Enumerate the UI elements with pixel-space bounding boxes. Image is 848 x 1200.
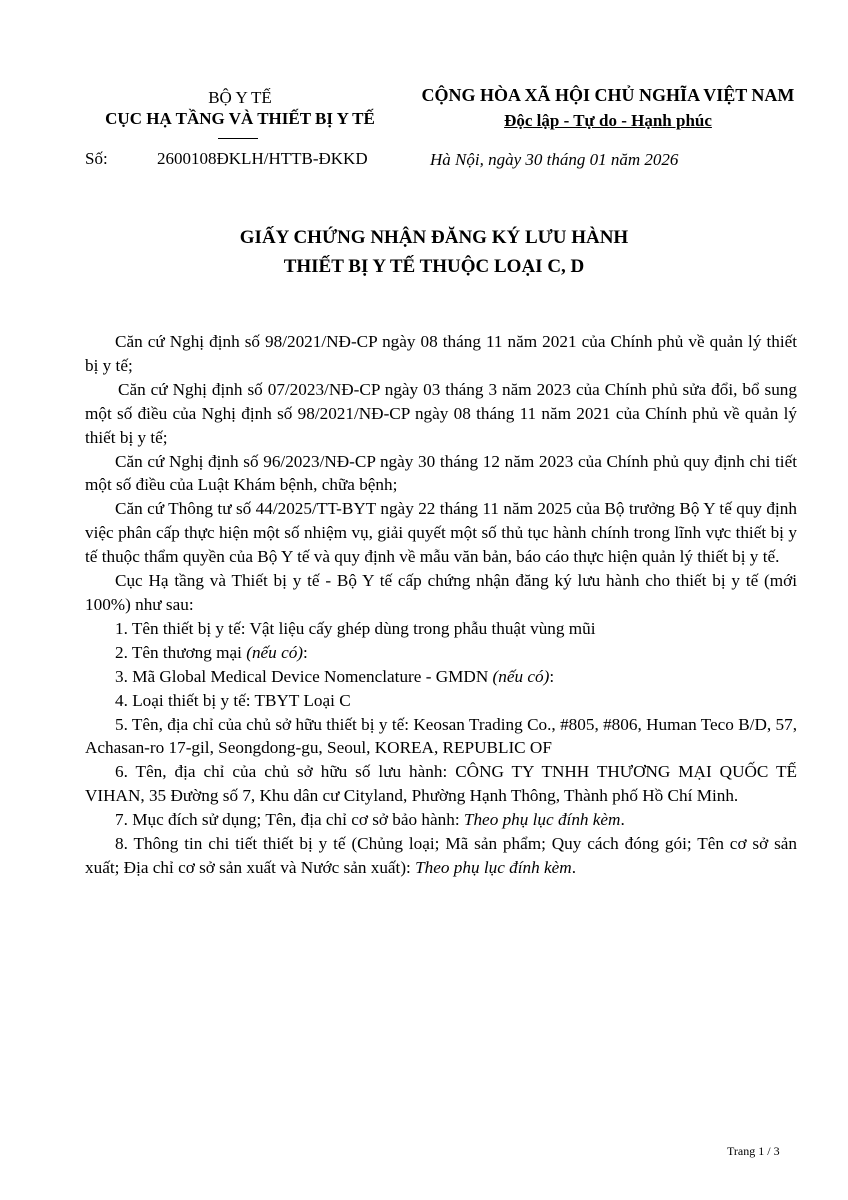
preamble-paragraph: Cục Hạ tầng và Thiết bị y tế - Bộ Y tế cấp chứng nhận đăng ký lưu hành cho thiết bị y tế (mới 100%) như sau: xyxy=(85,571,797,614)
nation-title: CỘNG HÒA XÃ HỘI CHỦ NGHĨA VIỆT NAM xyxy=(421,85,795,105)
item-optional-note: (nếu có) xyxy=(246,642,304,662)
department-name: CỤC HẠ TẦNG VÀ THIẾT BỊ Y TẾ xyxy=(105,109,375,128)
item-appendix-note: Theo phụ lục đính kèm xyxy=(463,810,621,830)
preamble-paragraph: Căn cứ Nghị định số 98/2021/NĐ-CP ngày 08 tháng 11 năm 2021 của Chính phủ về quản lý thiết bị y tế; xyxy=(85,332,797,375)
item-appendix-note: Theo phụ lục đính kèm xyxy=(415,857,572,877)
page-number: Trang 1 / 3 xyxy=(727,1144,780,1158)
item-label: 2. Tên thương mại xyxy=(115,642,247,662)
item-device-class: 4. Loại thiết bị y tế: TBYT Loại C xyxy=(115,690,351,710)
preamble-paragraph: Căn cứ Thông tư số 44/2025/TT-BYT ngày 22 tháng 11 năm 2025 của Bộ trưởng Bộ Y tế quy định việc phân cấp thực hiện một số nhiệm vụ, giải quyết một số thủ tục hành chính trong lĩnh vực thiết bị y tế thuộc thẩm quyền của Bộ Y tế và quy định về mẫu văn bản, báo cáo thực hiện quản lý thiết bị y tế. xyxy=(85,499,797,567)
item-purpose-warranty xyxy=(85,808,797,832)
item-registration-owner: 6. Tên, địa chỉ của chủ sở hữu số lưu hành: CÔNG TY TNHH THƯƠNG MẠI QUỐC TẾ VIHAN, 35 Đường số 7, Khu dân cư Cityland, Phường Hạnh Thông, Thành phố Hồ Chí Minh. xyxy=(85,762,797,806)
document-number-label: Số: xyxy=(85,149,108,168)
item-label: 7. Mục đích sử dụng; Tên, địa chỉ cơ sở bảo hành: xyxy=(115,810,464,830)
item-optional-note: (nếu có) xyxy=(492,666,550,686)
document-body xyxy=(85,330,797,880)
document-title-line2: THIẾT BỊ Y TẾ THUỘC LOẠI C, D xyxy=(283,256,585,277)
item-label: 3. Mã Global Medical Device Nomenclature - GMDN xyxy=(115,666,493,686)
item-device-details xyxy=(85,832,797,880)
item-device-name: 1. Tên thiết bị y tế: Vật liệu cấy ghép dùng trong phẫu thuật vùng mũi xyxy=(115,618,596,638)
item-tail: : xyxy=(303,642,308,662)
document-title-line1: GIẤY CHỨNG NHẬN ĐĂNG KÝ LƯU HÀNH xyxy=(239,227,629,248)
preamble-paragraph: Căn cứ Nghị định số 96/2023/NĐ-CP ngày 30 tháng 12 năm 2023 của Chính phủ quy định chi tiết một số điều của Luật Khám bệnh, chữa bệnh; xyxy=(85,451,797,495)
item-trade-name xyxy=(85,641,797,665)
ministry-name: BỘ Y TẾ xyxy=(208,88,272,107)
document-number: 2600108ĐKLH/HTTB-ĐKKD xyxy=(157,149,368,168)
item-tail: . xyxy=(571,857,576,877)
place-date: Hà Nội, ngày 30 tháng 01 năm 2026 xyxy=(430,150,679,169)
preamble-paragraph: Căn cứ Nghị định số 07/2023/NĐ-CP ngày 03 tháng 3 năm 2023 của Chính phủ sửa đổi, bổ sung một số điều của Nghị định số 98/2021/NĐ-CP ngày 08 tháng 11 năm 2021 của Chính phủ về quản lý thiết bị y tế; xyxy=(85,379,797,447)
item-tail: : xyxy=(549,666,555,686)
item-device-owner: 5. Tên, địa chỉ của chủ sở hữu thiết bị y tế: Keosan Trading Co., #805, #806, Human Teco B/D, 57, Achasan-ro 17-gil, Seongdong-gu, Seoul, KOREA, REPUBLIC OF xyxy=(85,714,797,758)
item-gmdn xyxy=(85,665,797,689)
item-label: 8. Thông tin chi tiết thiết bị y tế (Chủng loại; Mã sản phẩm; Quy cách đóng gói; Tên cơ sở sản xuất; Địa chỉ cơ sở sản xuất và Nước sản xuất): xyxy=(85,834,797,877)
motto: Độc lập - Tự do - Hạnh phúc xyxy=(504,111,712,130)
item-tail: . xyxy=(620,810,625,830)
department-underline xyxy=(218,138,258,139)
